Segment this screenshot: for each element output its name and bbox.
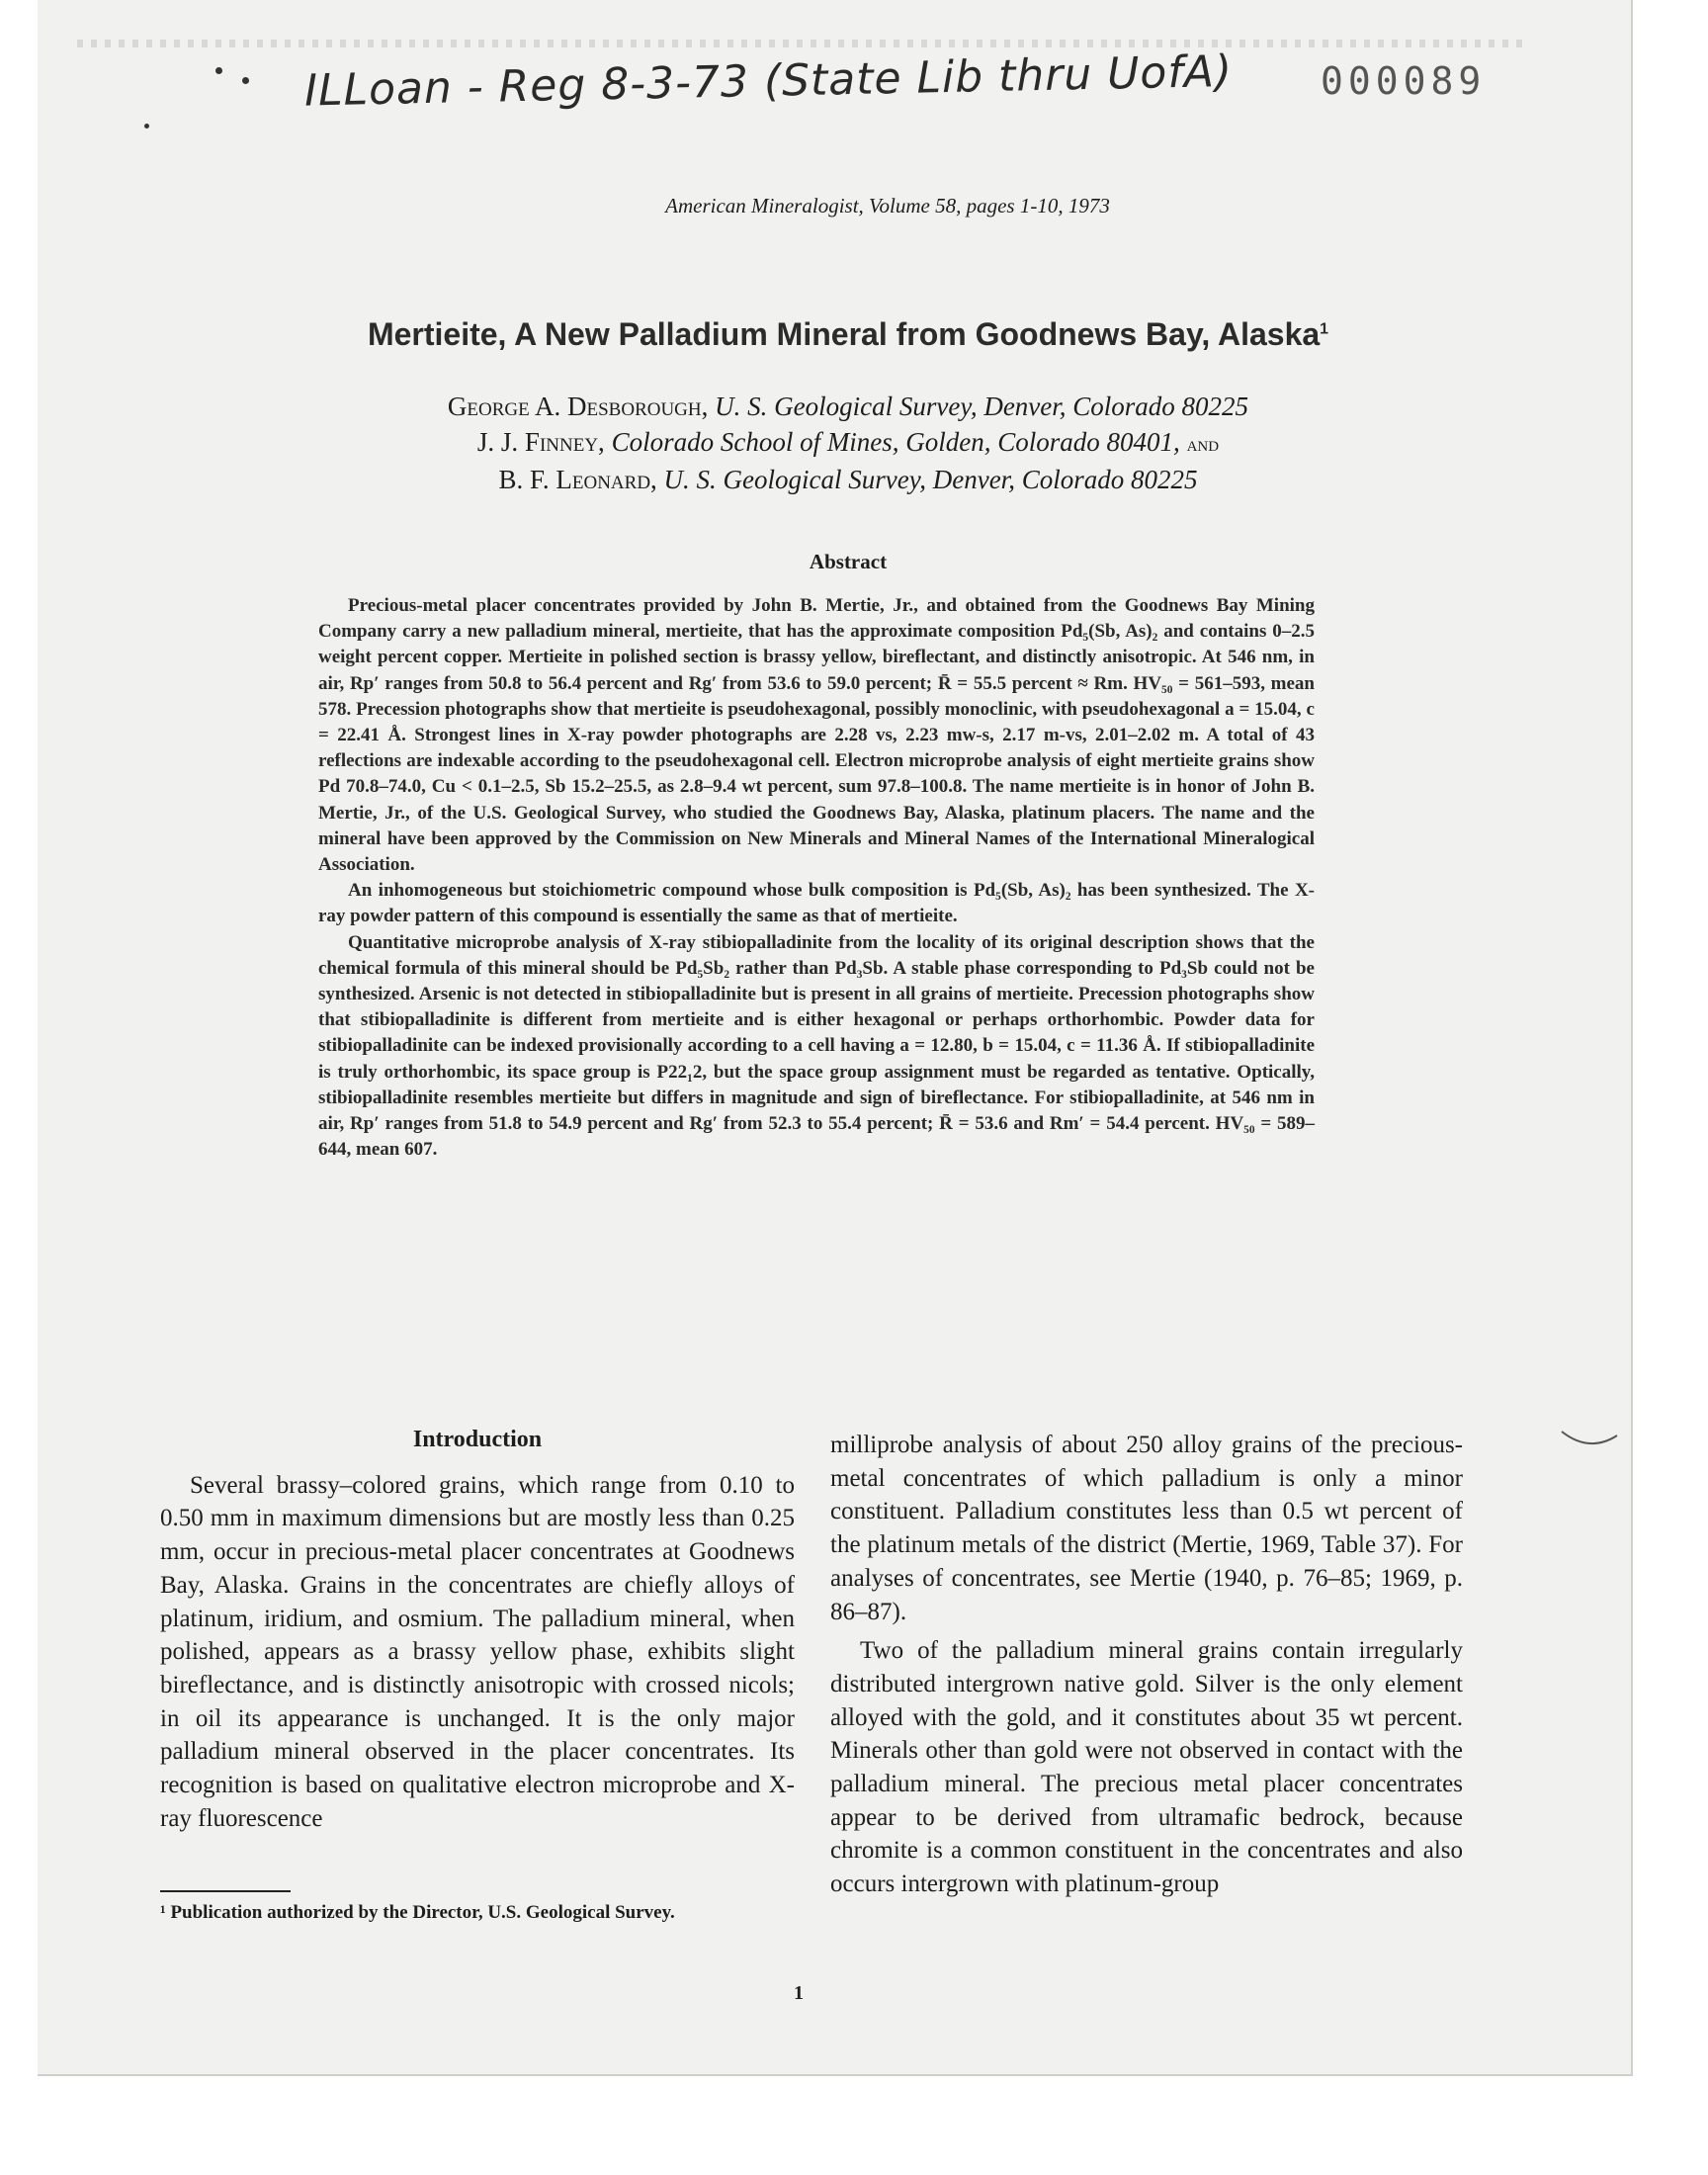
page-number: 1 — [794, 1982, 804, 2004]
title-footnote-mark: 1 — [1320, 320, 1329, 338]
author-line — [275, 389, 1421, 424]
body-paragraph: Two of the palladium mineral grains contain irregularly distributed intergrown native gold. Silver is the only element alloyed with the gold, and it constitutes about 35 wt percent. Minerals other than gold were not observed in contact with the palladium mineral. The precious metal placer concentrates appear to be derived from ultramafic bedrock, because chromite is a common constituent in the concentrates and also occurs intergrown with platinum-group — [830, 1637, 1463, 1898]
author-list — [275, 389, 1421, 497]
abstract-paragraph: An inhomogeneous but stoichiometric compound whose bulk composition is Pd₅(Sb, As)₂ has been synthesized. The X-ray powder pattern of this compound is essentially the same as that of mertieite. — [318, 880, 1315, 927]
right-column — [830, 1429, 1463, 1901]
handwritten-note: ILLoan - Reg 8-3-73 (State Lib thru UofA) — [303, 45, 1234, 117]
author-name: George A. Desborough, — [447, 392, 709, 421]
ink-dot — [215, 67, 222, 74]
author-affiliation: U. S. Geological Survey, Denver, Colorado 80225 — [715, 392, 1249, 421]
author-name: J. J. Finney, — [476, 427, 605, 457]
author-name: B. F. Leonard, — [498, 465, 657, 494]
body-paragraph: Several brassy–colored grains, which range from 0.10 to 0.50 mm in maximum dimensions but are mostly less than 0.25 mm, occur in precious-metal placer concentrates at Goodnews Bay, Alaska. Grains in the concentrates are chiefly alloys of platinum, iridium, and osmium. The palladium mineral, when polished, appears as a brassy yellow phase, exhibits slight bireflectance, and is distinctly anisotropic with crossed nicols; in oil its appearance is unchanged. It is the only major palladium mineral observed in the placer concentrates. Its recognition is based on qualitative electron microprobe and X-ray fluorescence — [160, 1471, 795, 1832]
scanned-page — [38, 0, 1633, 2076]
abstract-paragraph: Precious-metal placer concentrates provided by John B. Mertie, Jr., and obtained from the Goodnews Bay Mining Company carry a new palladium mineral, mertieite, that has the approximate composition Pd₅(Sb, As)₂ and contains 0–2.5 weight percent copper. Mertieite in polished section is brassy yellow, bireflectant, and distinctly anisotropic. At 546 nm, in air, Rp′ ranges from 50.8 to 56.4 percent and Rg′ from 53.6 to 59.0 percent; R̄ = 55.5 percent ≈ Rm. HV₅₀ = 561–593, mean 578. Precession photographs show that mertieite is pseudohexagonal, possibly monoclinic, with pseudohexagonal a = 15.04, c = 22.41 Å. Strongest lines in X-ray powder photographs are 2.28 vs, 2.23 mw-s, 2.17 m-vs, 2.01–2.02 m. A total of 43 reflections are indexable according to the pseudohexagonal cell. Electron microprobe analysis of eight mertieite grains show Pd 70.8–74.0, Cu < 0.1–2.5, Sb 15.2–25.5, as 2.8–9.4 wt percent, sum 97.8–100.8. The name mertieite is in honor of John B. Mertie, Jr., of the U.S. Geological Survey, who studied the Goodnews Bay, Alaska, platinum placers. The name and the mineral have been approved by the Commission on New Minerals and Mineral Names of the International Mineralogical Association. — [318, 595, 1315, 876]
footnote: ¹ Publication authorized by the Director, U.S. Geological Survey. — [160, 1902, 675, 1923]
margin-pencil-mark — [1560, 1424, 1619, 1453]
author-conjunction: and — [1186, 431, 1220, 456]
stamp-number: 000089 — [1321, 59, 1487, 103]
journal-line: American Mineralogist, Volume 58, pages 1-10, 1973 — [665, 194, 1110, 218]
paper-title — [275, 316, 1421, 353]
footnote-rule — [160, 1890, 291, 1892]
scan-artifact-strip — [77, 40, 1530, 47]
author-line — [275, 424, 1421, 462]
body-paragraph: milliprobe analysis of about 250 alloy grains of the precious-metal concentrates of which palladium is only a minor constituent. Palladium constitutes less than 0.5 wt percent of the platinum metals of the district (Mertie, 1969, Table 37). For analyses of concentrates, see Mertie (1940, p. 76–85; 1969, p. 86–87). — [830, 1432, 1463, 1625]
author-line — [275, 462, 1421, 497]
abstract-body — [318, 593, 1315, 1163]
introduction-heading: Introduction — [412, 1427, 543, 1452]
ink-dot — [242, 77, 249, 84]
author-affiliation: Colorado School of Mines, Golden, Colorado 80401, — [611, 427, 1180, 457]
paper-title-text: Mertieite, A New Palladium Mineral from Goodnews Bay, Alaska — [367, 316, 1321, 352]
abstract-paragraph: Quantitative microprobe analysis of X-ray stibiopalladinite from the locality of its original description shows that the chemical formula of this mineral should be Pd₅Sb₂ rather than Pd₃Sb. A stable phase corresponding to Pd₃Sb could not be synthesized. Arsenic is not detected in stibiopalladinite but is present in all grains of mertieite. Precession photographs show that stibiopalladinite is different from mertieite and is either hexagonal or perhaps orthorhombic. Powder data for stibiopalladinite can be indexed provisionally according to a cell having a = 12.80, b = 15.04, c = 11.36 Å. If stibiopalladinite is truly orthorhombic, its space group is P22₁2, but the space group assignment must be regarded as tentative. Optically, stibiopalladinite resembles mertieite but differs in magnitude and sign of bireflectance. For stibiopalladinite, at 546 nm in air, Rp′ ranges from 51.8 to 54.9 percent and Rg′ from 52.3 to 55.4 percent; R̄ = 53.6 and Rm′ = 54.4 percent. HV₅₀ = 589–644, mean 607. — [318, 931, 1315, 1161]
ink-dot — [144, 124, 149, 129]
abstract-heading: Abstract — [809, 550, 888, 573]
author-affiliation: U. S. Geological Survey, Denver, Colorado 80225 — [663, 465, 1198, 494]
left-column — [160, 1424, 795, 1835]
